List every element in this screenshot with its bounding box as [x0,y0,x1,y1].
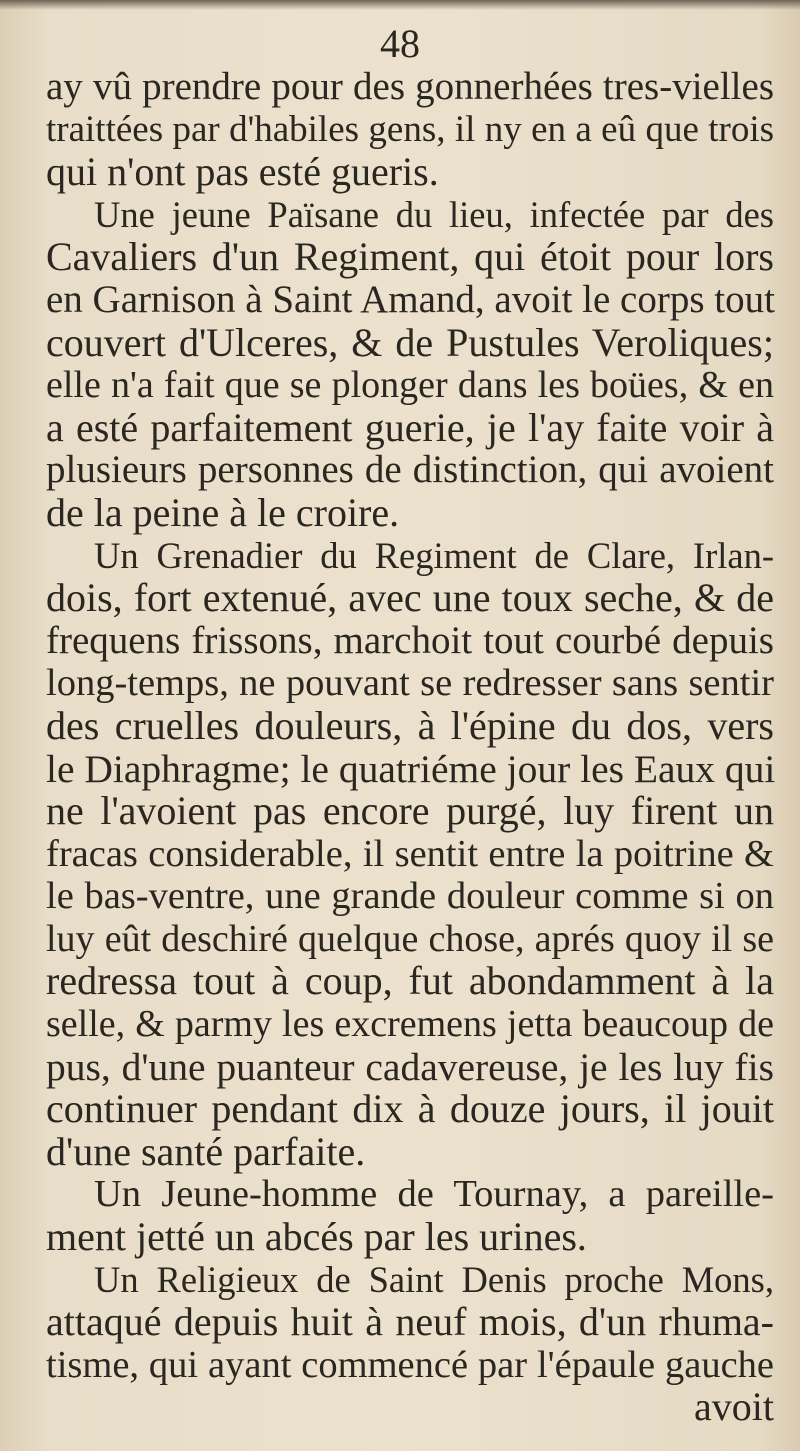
text-line: luy eût deschiré quelque chose, aprés quoy il se [46,917,774,960]
text-line: qui n'ont pas esté gueris. [46,149,439,195]
page-edge-shadow [0,0,800,10]
text-line: ne l'avoient pas encore purgé, luy firent un [46,788,774,834]
text-line: Un Religieux de Saint Denis proche Mons, [94,1258,774,1300]
text-line: plusieurs personnes de distinction, qui avoient [46,448,774,492]
text-line: a esté parfaitement guerie, je l'ay faite voir à [46,404,774,450]
text-line: ay vû prendre pour des gonnerhées tres-vielles [46,65,774,108]
text-line: couvert d'Ulceres, & de Pustules Veroliques; [46,319,774,365]
text-line: de la peine à le croire. [46,489,400,535]
text-line: en Garnison à Saint Amand, avoit le corps tout [46,277,775,321]
text-line: attaqué depuis huit à neuf mois, d'un rhuma- [46,1299,774,1345]
text-line: traittées par d'habiles gens, il ny en a eû que trois [46,108,774,150]
text-line: ment jetté un abcés par les urines. [46,1214,587,1260]
text-line: elle n'a fait que se plonger dans les boües, & en [46,364,774,407]
text-line: Une jeune Païsane du lieu, infectée par des [94,193,774,235]
text-line: frequens frissons, marchoit tout courbé depuis [46,618,774,662]
body-text [46,66,774,1429]
text-line: Cavaliers d'un Regiment, qui étoit pour lors [46,234,774,280]
text-line: long-temps, ne pouvant se redresser sans sentir [46,662,774,705]
text-line: dois, fort extenué, avec une toux seche, & de [46,575,774,621]
text-line: redressa tout à coup, fut abondamment à la [46,958,774,1004]
text-line: fracas considerable, il sentit entre la poitrine & [46,832,774,875]
text-line: le bas-ventre, une grande douleur comme si on [46,875,774,918]
text-line: pus, d'une puanteur cadavereuse, je les luy fis [46,1044,774,1089]
text-line: selle, & parmy les excremens jetta beaucoup de [46,1003,774,1046]
text-line: tisme, qui ayant commencé par l'épaule gauche [46,1343,774,1386]
text-line: des cruelles douleurs, à l'épine du dos, vers [46,702,774,748]
text-line: d'une santé parfaite. [46,1128,366,1174]
text-line: Un Grenadier du Regiment de Clare, Irlan- [94,534,774,576]
text-line: Un Jeune-homme de Tournay, a pareille- [94,1173,774,1216]
text-line: continuer pendant dix à douze jours, il jouit [46,1086,774,1132]
catchword: avoit [694,1384,774,1430]
text-line: le Diaphragme; le quatriéme jour les Eaux qui [46,746,776,791]
page-number: 48 [380,21,420,66]
